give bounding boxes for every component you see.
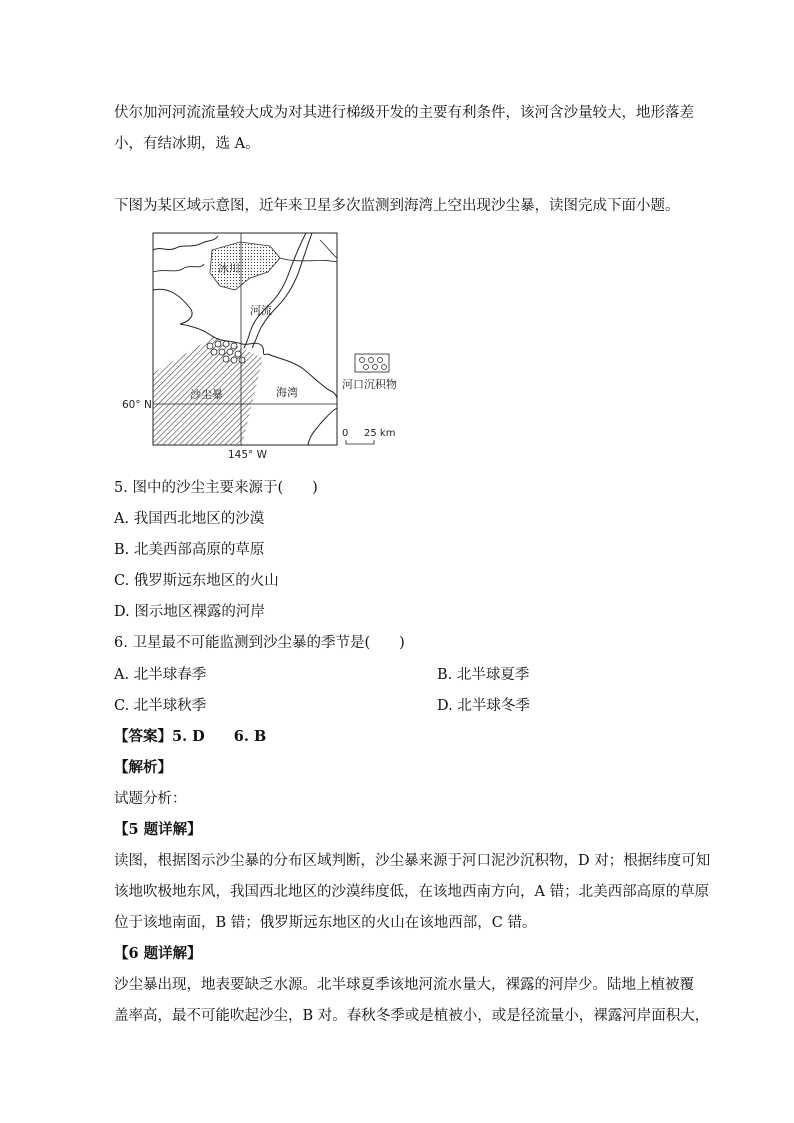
scale-bar: [346, 440, 374, 444]
q6-detail-line: 盖率高，最不可能吹起沙尘，B 对。春秋冬季或是植被小，或是径流量小，裸露河岸面积大，: [114, 1008, 710, 1024]
question-5-option-d: D. 图示地区裸露的河岸: [114, 604, 265, 620]
question-6-option-c: C. 北半球秋季: [114, 698, 207, 714]
latitude-label: 60° N: [122, 399, 152, 411]
intro-text: 下图为某区域示意图，近年来卫星多次监测到海湾上空出现沙尘暴，读图完成下面小题。: [114, 198, 680, 214]
question-5-option-c: C. 俄罗斯远东地区的火山: [114, 573, 279, 589]
longitude-label: 145° W: [228, 449, 268, 461]
q5-detail-line: 该地吹极地东风，我国西北地区的沙漠纬度低，在该地西南方向，A 错；北美西部高原的草原: [114, 884, 710, 900]
river-label: 河流: [250, 304, 272, 317]
legend-label: 河口沉积物: [342, 378, 397, 391]
scale-zero: 0: [342, 428, 349, 439]
scale-km: 25 km: [364, 428, 396, 439]
question-5-option-a: A. 我国西北地区的沙漠: [114, 511, 265, 527]
answer-line: 【答案】5. D 6. B: [114, 728, 267, 745]
question-6-option-b: B. 北半球夏季: [437, 667, 530, 683]
bay-label: 海湾: [276, 386, 298, 399]
q5-detail-heading: 【5 题详解】: [114, 821, 202, 838]
glacier-label: 冰川: [218, 262, 240, 275]
question-6-stem: 6. 卫星最不可能监测到沙尘暴的季节是( ): [114, 635, 405, 651]
question-5-option-b: B. 北美西部高原的草原: [114, 542, 265, 558]
q6-detail-line: 沙尘暴出现，地表要缺乏水源。北半球夏季该地河流水量大，裸露的河岸少。陆地上植被覆: [114, 977, 694, 993]
question-6-option-a: A. 北半球春季: [114, 667, 207, 683]
question-5-stem: 5. 图中的沙尘主要来源于( ): [114, 480, 318, 496]
q5-detail-line: 位于该地南面，B 错；俄罗斯远东地区的火山在该地西部，C 错。: [114, 915, 537, 931]
analysis-heading: 【解析】: [114, 759, 172, 776]
paragraph-line: 伏尔加河河流流量较大成为对其进行梯级开发的主要有利条件，该河含沙量较大，地形落差: [114, 105, 694, 121]
paragraph-line: 小，有结冰期，选 A。: [114, 136, 260, 152]
question-6-option-d: D. 北半球冬季: [437, 698, 530, 714]
dust-storm-label: 沙尘暴: [190, 388, 223, 401]
region-map: [122, 228, 430, 464]
q6-detail-heading: 【6 题详解】: [114, 945, 202, 962]
q5-detail-line: 读图，根据图示沙尘暴的分布区域判断，沙尘暴来源于河口泥沙沉积物，D 对；根据纬度可知: [114, 853, 711, 869]
analysis-subheading: 试题分析：: [114, 791, 187, 807]
